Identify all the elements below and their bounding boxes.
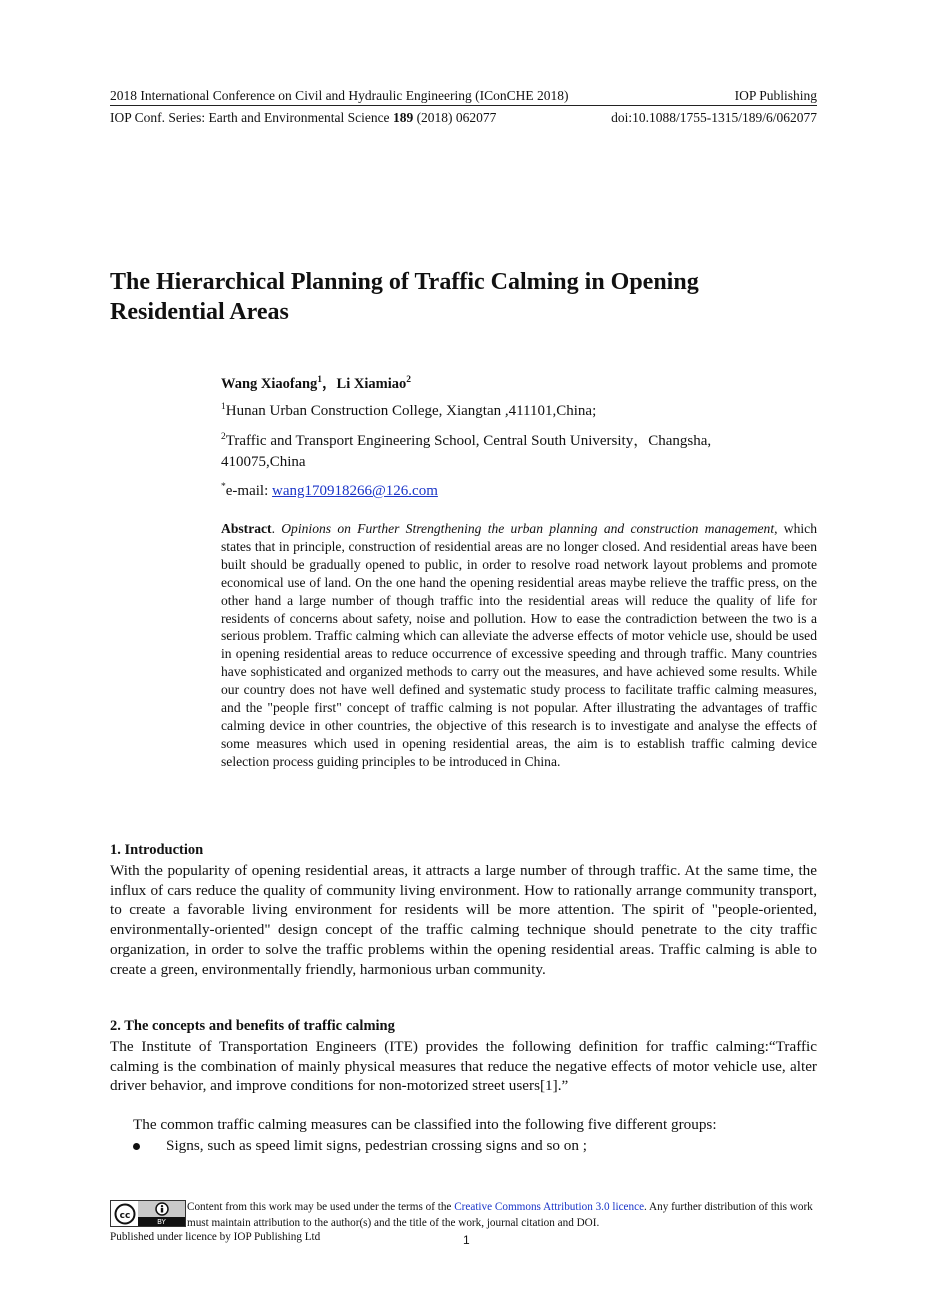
doi: doi:10.1088/1755-1315/189/6/062077 <box>611 110 817 125</box>
svg-text:cc: cc <box>119 1210 130 1221</box>
series-citation <box>110 110 496 126</box>
attribution-icon <box>138 1201 185 1217</box>
section-paragraph: With the popularity of opening residential areas, it attracts a large number of through traffic. At the same time, the influx of cars reduce the quality of community living environment. How to rationally arrange community transport, to create a favorable living environment for residents will be more attention. The spirit of "people-oriented, environmentally-oriented" design concept of the traffic calming technique should penetrate to the city traffic organization, in order to solve the traffic problems within the opening residential areas. Traffic calming is able to create a green, environmentally friendly, harmonious urban community. <box>110 862 817 978</box>
abstract-italic-title: Opinions on Further Strengthening the urban planning and construction management <box>281 521 775 536</box>
section-paragraph: The common traffic calming measures can be classified into the following five different groups: <box>133 1116 717 1133</box>
affiliation-2 <box>221 431 811 473</box>
paper-title: The Hierarchical Planning of Traffic Calming in Opening Residential Areas <box>110 269 699 325</box>
conference-name: 2018 International Conference on Civil and Hydraulic Engineering (IConCHE 2018) <box>110 88 569 103</box>
author-list <box>221 372 411 393</box>
creative-commons-logo <box>110 1200 186 1227</box>
affiliation-text: Traffic and Transport Engineering School, Central South University，Changsha, <box>225 433 712 449</box>
bullet-icon <box>133 1143 140 1150</box>
abstract-label: Abstract <box>221 521 272 536</box>
abstract <box>221 520 817 771</box>
license-notice <box>187 1200 817 1231</box>
affiliation-text: 410075,China <box>221 454 306 470</box>
corresponding-mark: * <box>221 482 226 492</box>
email-link[interactable]: wang170918266@126.com <box>271 483 438 499</box>
list-item <box>133 1137 587 1155</box>
list-item-text: Signs, such as speed limit signs, pedestrian crossing signs and so on ; <box>166 1137 588 1154</box>
affiliation-1 <box>221 401 811 422</box>
series-suffix: (2018) 062077 <box>413 110 497 125</box>
cc-icon <box>111 1201 138 1226</box>
email-label: e-mail: <box>225 483 272 499</box>
volume-number: 189 <box>392 110 414 125</box>
section-heading: 2. The concepts and benefits of traffic calming <box>110 1018 395 1034</box>
page-number: 1 <box>463 1233 470 1247</box>
license-text: Content from this work may be used under the terms of the <box>187 1201 455 1213</box>
abstract-dot: . <box>271 521 282 536</box>
section-heading: 1. Introduction <box>110 842 204 858</box>
abstract-text: , which states that in principle, construction of residential areas are no longer closed. And residential areas have been built should be gradually opened to public, in order to resolve road network layout problems and promote economical use of land. On the one hand the opening residential areas maybe relieve the traffic press, on the other hand a large number of though traffic into the residential areas will reduce the quality of life for residents of concerns about safety, noise and pollution. How to ease the contradiction between the two is a serious problem. Traffic calming which can alleviate the adverse effects of motor vehicle use, should be used in opening residential areas to reduce occurrence of excessive speeding and through traffic. Many countries have sophisticated and organized methods to carry out the measures, and have achieved some results. While our country does not have well defined and systematic study process to facilitate traffic calming measures, and the "people first" concept of traffic calming is not popular. After illustrating the advantages of traffic calming device in other countries, the objective of this research is to investigate and analyse the effects of some measures which used in opening residential areas, the aim is to establish traffic calming device selection process guiding principles to be introduced in China. <box>221 521 818 769</box>
email-line <box>221 481 811 502</box>
author-name: Wang Xiaofang <box>221 376 318 392</box>
publisher-notice: Published under licence by IOP Publishing Ltd <box>110 1231 321 1243</box>
author-name: Li Xiamiao <box>336 376 407 392</box>
running-header <box>110 88 817 106</box>
series-line <box>110 110 817 126</box>
affiliation-mark: 2 <box>221 432 226 442</box>
author-affiliation-mark: 1 <box>317 375 323 386</box>
publisher-name: IOP Publishing <box>734 88 817 103</box>
series-prefix: IOP Conf. Series: Earth and Environmental Science <box>110 110 393 125</box>
author-separator: ， <box>322 376 337 392</box>
affiliation-mark: 1 <box>221 402 226 412</box>
affiliation-text: Hunan Urban Construction College, Xiangtan ,411101,China; <box>225 403 597 419</box>
cc-by-label: BY <box>138 1217 185 1226</box>
license-text: . Any further distribution of this work must maintain attribution to the author(s) and the title of the work, journal citation and DOI. <box>187 1201 813 1229</box>
license-link[interactable]: Creative Commons Attribution 3.0 licence <box>454 1201 645 1213</box>
author-affiliation-mark: 2 <box>406 375 411 386</box>
section-paragraph: The Institute of Transportation Engineers (ITE) provides the following definition for traffic calming:“Traffic calming is the combination of mainly physical measures that reduce the negative effects of motor vehicle use, alter driver behavior, and improve conditions for non-motorized street users[1].” <box>110 1038 817 1095</box>
